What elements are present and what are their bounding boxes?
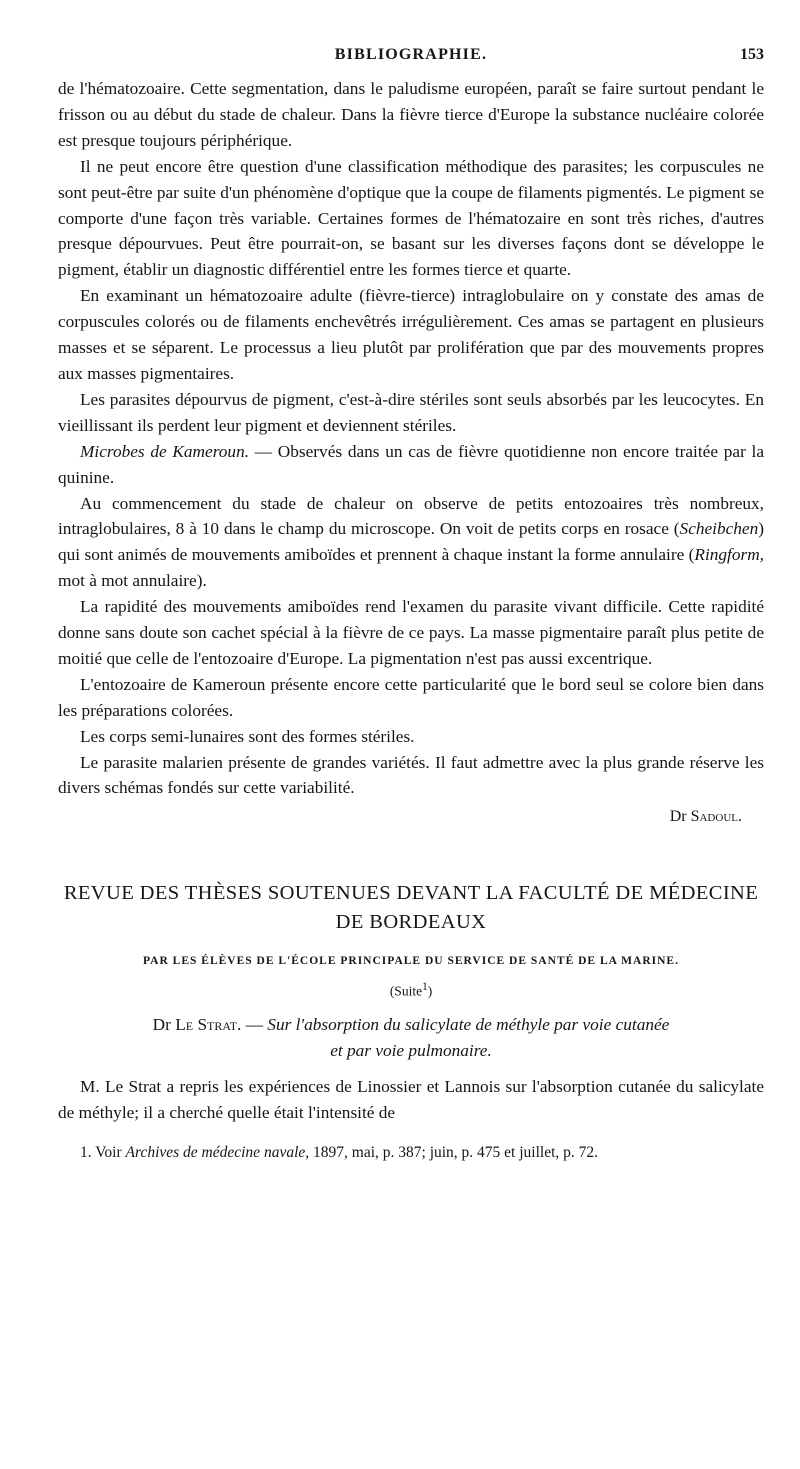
text-run: Au commencement du stade de chaleur on observe de petits entozoaires très nombreux, intraglobulaires, 8 à 10 dans le champ du microscope. On voit de petits corps en rosace ( — [58, 493, 764, 539]
text-run: mot à mot annulaire). — [58, 571, 207, 591]
kameroun-intro-text: — Observés dans un cas de fièvre quotidienne non encore traitée par la quinine. — [58, 441, 764, 487]
page-header — [58, 46, 764, 76]
article-body: M. Le Strat a repris les expériences de Linossier et Lannois sur l'absorption cutanée du salicylate de méthyle; il a cherché quelle était l'intensité de — [58, 1076, 764, 1122]
footnote-text: 1897, mai, p. 387; juin, p. 475 et juillet, p. 72. — [309, 1143, 599, 1161]
suite-close: ) — [427, 983, 433, 999]
kameroun-paragraph-5: Les corps semi-lunaires sont des formes stériles. — [80, 726, 415, 746]
kameroun-heading: Microbes de Kameroun. — [80, 441, 250, 461]
article-heading-line-2 — [58, 1038, 764, 1064]
kameroun-paragraph-3: La rapidité des mouvements amiboïdes rend l'examen du parasite vivant difficile. Cette rapidité donne sans doute son cachet spécial à la fièvre de ce pays. La masse pigmentaire paraît plus petite de moitié que celle de l'entozoaire d'Europe. La pigmentation n'est pas aussi excentrique. — [58, 597, 764, 668]
term-scheibchen: Scheibchen — [679, 519, 759, 539]
footnote-ref: 1 — [422, 981, 428, 994]
suite-label: (Suite — [389, 983, 423, 999]
kameroun-paragraph-2 — [58, 491, 764, 595]
signature-name: Sadoul. — [690, 808, 742, 826]
section-subtitle: PAR LES ÉLÈVES DE L'ÉCOLE PRINCIPALE DU SERVICE DE SANTÉ DE LA MARINE. — [143, 955, 679, 968]
footnote-text: Voir — [91, 1143, 126, 1161]
page-number: 153 — [740, 46, 764, 63]
dash: — — [241, 1014, 268, 1034]
paragraph-4: Les parasites dépourvus de pigment, c'est-à-dire stériles sont seuls absorbés par les leucocytes. En vieillissant ils perdent leur pigment et deviennent stériles. — [58, 389, 764, 435]
paragraph-1: de l'hématozoaire. Cette segmentation, dans le paludisme européen, paraît se faire surtout pendant le frisson ou au début du stade de chaleur. Dans la fièvre tierce d'Europe la substance nucléaire colorée est presque toujours périphérique. — [58, 79, 764, 150]
running-title: BIBLIOGRAPHIE. — [334, 46, 488, 63]
signature — [58, 805, 742, 829]
paragraph-2: Il ne peut encore être question d'une classification méthodique des parasites; les corpuscules ne sont peut-être par suite d'un phénomène d'optique que la coupe de filaments pigmentés. Le pigment se comporte d'une façon très variable. Certaines formes de l'hématozaire en sont très riches, d'autres presque dépourvues. Peut être pourrait-on, se basant sur les diverses façons dont se développe le pigment, établir un diagnostic différentiel entre les formes tierce et quarte. — [58, 156, 764, 280]
article-heading-line-1 — [58, 1012, 764, 1038]
kameroun-intro-paragraph — [58, 439, 764, 491]
paragraph-3: En examinant un hématozoaire adulte (fièvre-tierce) intraglobulaire on y constate des amas de corpuscules colorés ou de filaments enchevêtrés irrégulièrement. Ces amas se partagent en plusieurs masses et se séparent. Le processus a lieu plutôt par prolifération que par des mouvements propres aux masses pigmentaires. — [58, 286, 764, 383]
signature-title: Dr — [669, 808, 687, 826]
kameroun-paragraph-6: Le parasite malarien présente de grandes variétés. Il faut admettre avec la plus grande réserve les divers schémas fondés sur cette variabilité. — [58, 752, 764, 798]
section-title — [58, 879, 764, 937]
footnote — [58, 1142, 764, 1164]
article-title-line-2: et par voie pulmonaire. — [330, 1040, 492, 1060]
section-title-line-2: DE BORDEAUX — [335, 911, 487, 934]
footnote-journal: Archives de médecine navale, — [125, 1143, 310, 1161]
author-name: Le Strat. — [175, 1014, 242, 1034]
text-run: ) qui sont animés de mouvements amiboïdes et prennent à chaque instant la forme annulaire ( — [58, 519, 764, 565]
section-title-line-1: REVUE DES THÈSES SOUTENUES DEVANT LA FACULTÉ DE MÉDECINE — [63, 882, 759, 905]
article-title-line-1: Sur l'absorption du salicylate de méthyle par voie cutanée — [267, 1014, 670, 1034]
document-page — [58, 46, 764, 1164]
suite-note — [58, 981, 764, 1000]
term-ringform: Ringform, — [694, 545, 764, 565]
author-prefix: Dr — [152, 1014, 171, 1034]
article-heading — [58, 1012, 764, 1064]
footnote-number: 1. — [80, 1143, 92, 1161]
kameroun-paragraph-4: L'entozoaire de Kameroun présente encore cette particularité que le bord seul se colore bien dans les préparations colorées. — [58, 674, 764, 720]
